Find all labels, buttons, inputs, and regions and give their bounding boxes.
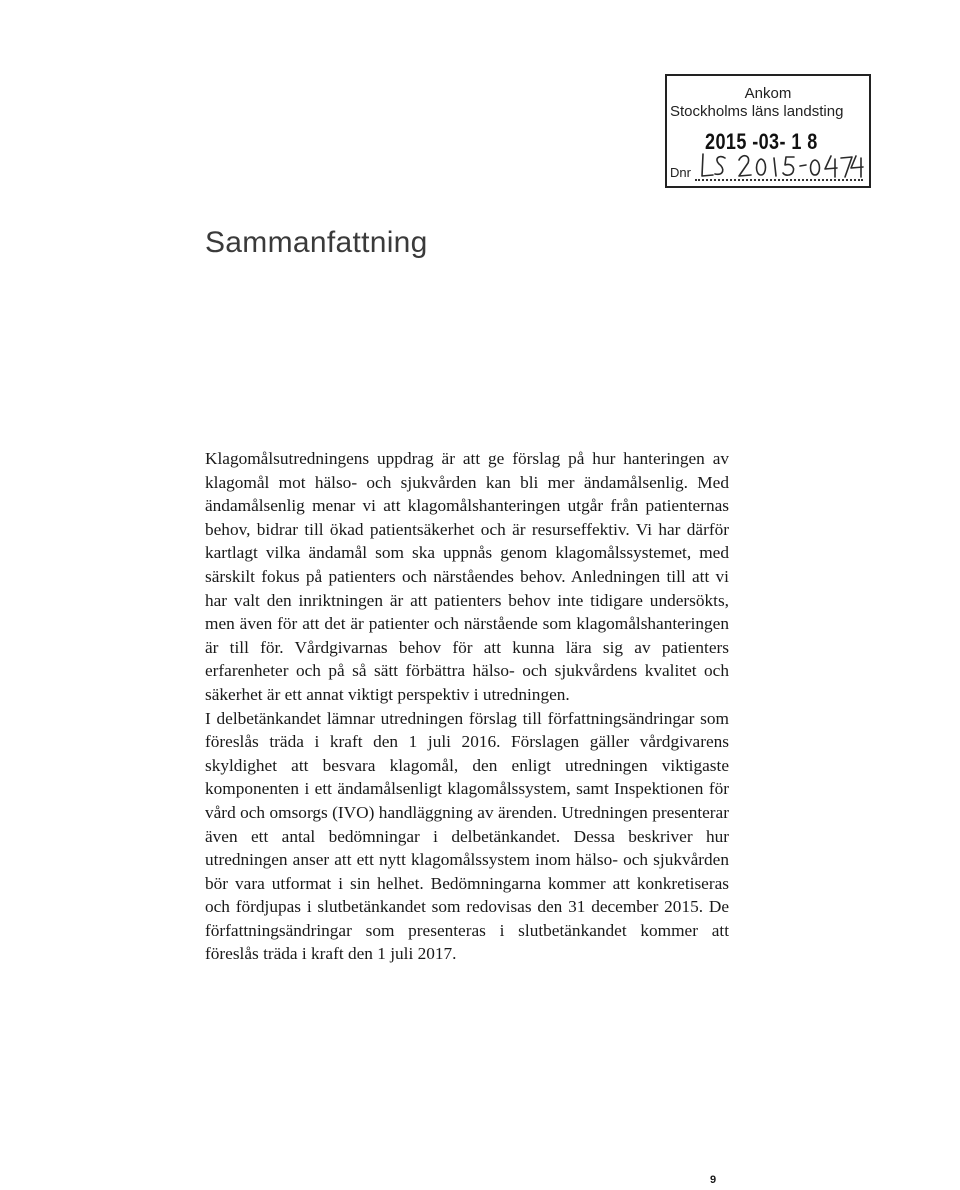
page-number: 9 <box>710 1174 717 1186</box>
stamp-dnr-label: Dnr <box>670 165 691 180</box>
paragraph: Klagomålsutredningens uppdrag är att ge förslag på hur hanteringen av klagomål mot hälso- och sjukvården kan bli mer ändamålsenlig. Med ändamålsenlig menar vi att klagomålshanteringen utgår från patienternas behov, bidrar till ökad patientsäkerhet och är resurseffektiv. Vi har därför kartlagt vilka ändamål som ska uppnås genom klagomålssystemet, med särskilt fokus på patienters och närståendes behov. Anledningen till att vi har valt den inriktningen är att patienters behov inte tidigare undersökts, men även för att det är patienter och närstående som klagomålshanteringen är till för. Vårdgivarnas behov för att kunna lära sig av patienters erfarenheter och på så sätt förbättra hälso- och sjukvårdens kvalitet och säkerhet är ett annat viktigt perspektiv i utredningen. <box>205 449 729 704</box>
stamp-date: 2015 -03- 1 8 <box>705 129 818 154</box>
paragraph: I delbetänkandet lämnar utredningen förslag till författningsändringar som föreslås träda i kraft den 1 juli 2016. Förslagen gäller vårdgivarens skyldighet att besvara klagomål, den enligt utredningen viktigaste komponenten i ett ändamålsenligt klagomålssystem, samt Inspektionen för vård och omsorgs (IVO) handläggning av ärenden. Utredningen presenterar även ett antal bedömningar i delbetänkandet. Dessa beskriver hur utredningen anser att ett nytt klagomålssystem inom hälso- och sjukvården bör vara utformat i sin helhet. Bedömningarna kommer att konkretiseras och fördjupas i slutbetänkandet som redovisas den 31 december 2015. De författningsändringar som presenteras i slutbetänkandet kommer att föreslås träda i kraft den 1 juli 2017. <box>205 708 729 964</box>
received-stamp <box>665 74 871 188</box>
handwritten-dnr-number <box>695 150 865 184</box>
stamp-received-label: Ankom <box>744 85 792 102</box>
stamp-organization: Stockholms läns landsting <box>670 103 844 120</box>
summary-body <box>205 447 729 966</box>
page-title: Sammanfattning <box>205 226 428 259</box>
